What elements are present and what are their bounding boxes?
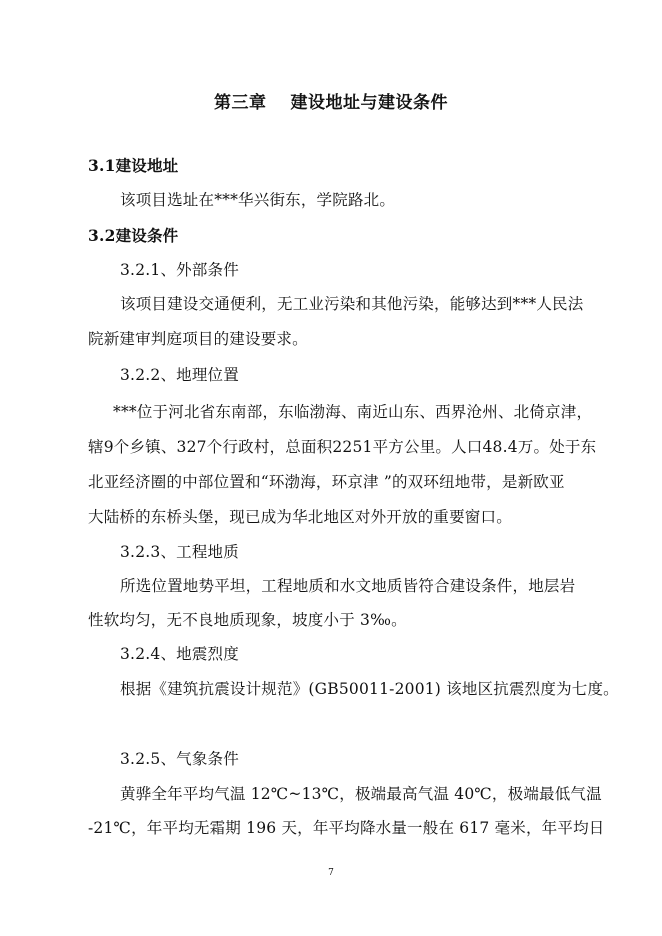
subsection-heading-3-2-2: 3.2.2、地理位置	[120, 366, 239, 384]
paragraph-line: 该项目建设交通便利，无工业污染和其他污染，能够达到***人民法	[120, 295, 584, 313]
subsection-heading-3-2-3: 3.2.3、工程地质	[120, 543, 239, 561]
subsection-heading-3-2-5: 3.2.5、气象条件	[120, 750, 239, 768]
subsection-heading-3-2-4: 3.2.4、地震烈度	[120, 645, 239, 663]
paragraph-line: 大陆桥的东桥头堡，现已成为华北地区对外开放的重要窗口。	[88, 508, 512, 526]
paragraph-site-location: 该项目选址在***华兴街东，学院路北。	[120, 191, 396, 209]
paragraph-line: 黄骅全年平均气温 12℃~13℃，极端最高气温 40℃，极端最低气温	[120, 785, 602, 803]
paragraph-line: 辖9个乡镇、327个行政村，总面积2251平方公里。人口48.4万。处于东	[88, 438, 597, 456]
paragraph-line: 所选位置地势平坦，工程地质和水文地质皆符合建设条件，地层岩	[120, 577, 576, 595]
page-number: 7	[328, 868, 334, 878]
paragraph-line: 根据《建筑抗震设计规范》(GB50011-2001) 该地区抗震烈度为七度。	[120, 680, 619, 698]
paragraph-line: -21℃，年平均无霜期 196 天，年平均降水量一般在 617 毫米，年平均日	[88, 819, 605, 837]
paragraph-line: ***位于河北省东南部，东临渤海、南近山东、西界沧州、北倚京津，	[113, 403, 593, 421]
section-heading-3-1: 3.1建设地址	[88, 156, 179, 175]
paragraph-line: 性软均匀，无不良地质现象，坡度小于 3‰。	[88, 611, 407, 629]
subsection-heading-3-2-1: 3.2.1、外部条件	[120, 261, 239, 279]
section-heading-3-2: 3.2建设条件	[88, 226, 179, 245]
chapter-title: 第三章 建设地址与建设条件	[214, 93, 448, 113]
paragraph-line: 北亚经济圈的中部位置和“环渤海，环京津 ”的双环纽地带，是新欧亚	[88, 473, 565, 491]
paragraph-line: 院新建审判庭项目的建设要求。	[88, 330, 308, 348]
